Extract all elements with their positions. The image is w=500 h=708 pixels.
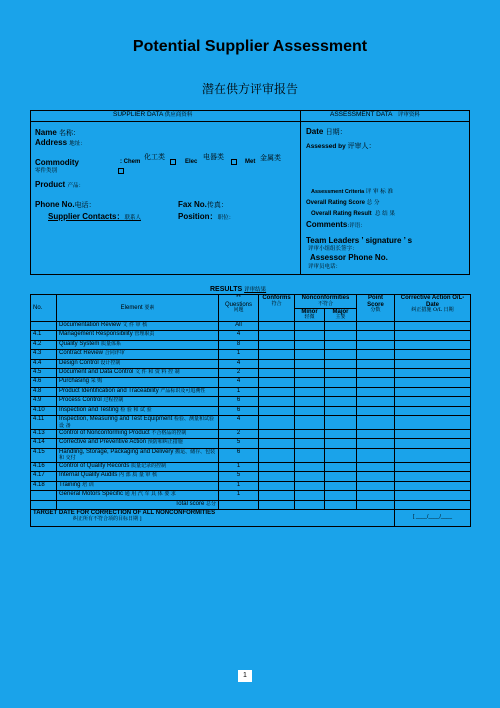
- commodity-label: Commodity: [35, 158, 79, 167]
- row-corrective-action[interactable]: [395, 481, 471, 490]
- commodity-label-cn: 零件类别: [35, 168, 58, 174]
- row-conforms[interactable]: [259, 359, 295, 368]
- row-number: 4.17: [31, 472, 57, 481]
- fax-field[interactable]: Fax No.传真：: [178, 200, 228, 209]
- col-nonconformities-header: Nonconformities 不符合: [295, 295, 357, 309]
- table-row: [31, 350, 471, 359]
- row-major[interactable]: [325, 472, 357, 481]
- position-field[interactable]: Position：职位：: [178, 212, 235, 221]
- row-minor[interactable]: [295, 491, 325, 500]
- row-minor[interactable]: [295, 397, 325, 406]
- row-number: 4.16: [31, 463, 57, 472]
- row-number: 4.13: [31, 430, 57, 439]
- overall-rating-score-field[interactable]: Overall Rating Score 总 分: [306, 200, 380, 206]
- row-major[interactable]: [325, 448, 357, 462]
- table-row: [31, 331, 471, 340]
- supplier-contacts-field[interactable]: Supplier Contacts：联系人: [48, 212, 141, 221]
- row-corrective-action[interactable]: [395, 472, 471, 481]
- table-row: [31, 378, 471, 387]
- row-conforms[interactable]: [259, 368, 295, 377]
- row-minor[interactable]: [295, 368, 325, 377]
- row-questions: 4: [219, 415, 259, 429]
- elec-option[interactable]: Elec: [185, 159, 198, 165]
- commodity-extra-checkbox[interactable]: [118, 168, 124, 174]
- row-major[interactable]: [325, 322, 357, 331]
- table-row: [31, 322, 471, 331]
- row-corrective-action[interactable]: [395, 368, 471, 377]
- row-conforms[interactable]: [259, 387, 295, 396]
- elec-checkbox[interactable]: [231, 159, 237, 165]
- row-corrective-action[interactable]: [395, 397, 471, 406]
- table-row: [31, 439, 471, 448]
- row-major[interactable]: [325, 359, 357, 368]
- table-row: [31, 387, 471, 396]
- row-conforms[interactable]: [259, 448, 295, 462]
- row-minor[interactable]: [295, 430, 325, 439]
- row-point-score[interactable]: [357, 378, 395, 387]
- page-number: 1: [238, 670, 252, 682]
- row-questions: 1: [219, 350, 259, 359]
- target-date-value[interactable]: [ ____/____/____: [395, 510, 471, 527]
- row-element: Training 培 训: [57, 481, 219, 490]
- row-point-score[interactable]: [357, 439, 395, 448]
- row-number: 4.11: [31, 415, 57, 429]
- row-point-score[interactable]: [357, 463, 395, 472]
- results-table: [30, 294, 471, 527]
- row-corrective-action[interactable]: [395, 378, 471, 387]
- row-questions: 4: [219, 331, 259, 340]
- row-number: 4.15: [31, 448, 57, 462]
- table-row: [31, 340, 471, 349]
- target-date-row: [31, 510, 471, 527]
- row-number: 4.3: [31, 350, 57, 359]
- table-row: [31, 448, 471, 462]
- column-divider: [300, 111, 301, 274]
- row-questions: 6: [219, 406, 259, 415]
- row-conforms[interactable]: [259, 378, 295, 387]
- table-row: [31, 415, 471, 429]
- row-conforms[interactable]: [259, 430, 295, 439]
- row-element: Documentation Review 文 件 审 核: [57, 322, 219, 331]
- product-field[interactable]: Product 产品：: [35, 180, 84, 189]
- row-number: 4.8: [31, 387, 57, 396]
- row-major[interactable]: [325, 463, 357, 472]
- row-number: 4.1: [31, 331, 57, 340]
- col-minor-header: Minor 轻微: [295, 308, 325, 322]
- table-body: [31, 322, 471, 501]
- row-element: Document and Data Control 文 件 和 资 料 控 制: [57, 368, 219, 377]
- row-conforms[interactable]: [259, 472, 295, 481]
- row-number: 4.10: [31, 406, 57, 415]
- row-minor[interactable]: [295, 448, 325, 462]
- row-minor[interactable]: [295, 406, 325, 415]
- row-minor[interactable]: [295, 481, 325, 490]
- row-corrective-action[interactable]: [395, 322, 471, 331]
- date-field[interactable]: Date 日期：: [306, 127, 347, 136]
- row-questions: 5: [219, 472, 259, 481]
- row-major[interactable]: [325, 331, 357, 340]
- assessment-criteria-label: Assessment Criteria 评 审 标 准: [311, 189, 393, 195]
- chem-option-cn: 化工类: [144, 153, 165, 161]
- row-number: [31, 322, 57, 331]
- table-row: [31, 430, 471, 439]
- total-score-cell[interactable]: [219, 500, 259, 509]
- comments-field[interactable]: Comments:评语：: [306, 220, 366, 229]
- row-number: 4.2: [31, 340, 57, 349]
- row-questions: 1: [219, 491, 259, 500]
- row-questions: 6: [219, 448, 259, 462]
- row-point-score[interactable]: [357, 448, 395, 462]
- row-minor[interactable]: [295, 322, 325, 331]
- row-conforms[interactable]: [259, 481, 295, 490]
- row-minor[interactable]: [295, 331, 325, 340]
- row-minor[interactable]: [295, 415, 325, 429]
- team-leaders-signature-cn: 评审小组组长签字：: [308, 246, 358, 252]
- met-option-cn: 金属类: [260, 154, 281, 162]
- document-title: Potential Supplier Assessment: [132, 38, 368, 55]
- row-element: Product Identification and Traceability 产品标识及可追溯性: [57, 387, 219, 396]
- row-element: Management Responsibility 管理职责: [57, 331, 219, 340]
- row-major[interactable]: [325, 387, 357, 396]
- row-number: 4.4: [31, 359, 57, 368]
- row-element: Handling, Storage, Packaging and Delivery 搬运、储存、包装和 交付: [57, 448, 219, 462]
- row-point-score[interactable]: [357, 430, 395, 439]
- row-conforms[interactable]: [259, 397, 295, 406]
- supplier-data-heading: SUPPLIER DATA 供应商资料: [113, 111, 193, 118]
- row-questions: 4: [219, 378, 259, 387]
- table-row: [31, 463, 471, 472]
- row-conforms[interactable]: [259, 463, 295, 472]
- row-minor[interactable]: [295, 387, 325, 396]
- row-point-score[interactable]: [357, 322, 395, 331]
- name-field[interactable]: Name 名称：: [35, 128, 81, 137]
- row-point-score[interactable]: [357, 368, 395, 377]
- row-point-score[interactable]: [357, 340, 395, 349]
- row-major[interactable]: [325, 439, 357, 448]
- row-point-score[interactable]: [357, 359, 395, 368]
- row-conforms[interactable]: [259, 350, 295, 359]
- row-corrective-action[interactable]: [395, 491, 471, 500]
- row-corrective-action[interactable]: [395, 406, 471, 415]
- chem-checkbox[interactable]: [170, 159, 176, 165]
- row-conforms[interactable]: [259, 439, 295, 448]
- row-minor[interactable]: [295, 340, 325, 349]
- row-corrective-action[interactable]: [395, 359, 471, 368]
- met-option[interactable]: Met: [245, 159, 256, 165]
- col-questions-header: ** Questions 问题: [219, 295, 259, 322]
- row-corrective-action[interactable]: [395, 415, 471, 429]
- row-minor[interactable]: [295, 439, 325, 448]
- col-corrective-action-header: Corrective Action O/L-Date 纠正措施 O/L 日期: [395, 295, 471, 322]
- row-element: Control of Quality Records 质量记录的控制: [57, 463, 219, 472]
- row-element: Control of Nonconforming Product 不合格品的控制: [57, 430, 219, 439]
- row-minor[interactable]: [295, 472, 325, 481]
- row-minor[interactable]: [295, 463, 325, 472]
- row-questions: 1: [219, 463, 259, 472]
- row-number: 4.14: [31, 439, 57, 448]
- row-point-score[interactable]: [357, 491, 395, 500]
- row-major[interactable]: [325, 491, 357, 500]
- row-major[interactable]: [325, 350, 357, 359]
- row-element: Purchasing 采 购: [57, 378, 219, 387]
- row-number: 4.5: [31, 368, 57, 377]
- phone-field[interactable]: Phone No.电话：: [35, 200, 96, 209]
- row-corrective-action[interactable]: [395, 448, 471, 462]
- col-conforms-header: Conforms 符合: [259, 295, 295, 322]
- row-conforms[interactable]: [259, 331, 295, 340]
- table-row: [31, 406, 471, 415]
- row-major[interactable]: [325, 481, 357, 490]
- row-number: [31, 491, 57, 500]
- row-questions: 5: [219, 439, 259, 448]
- row-number: 4.6: [31, 378, 57, 387]
- row-element: Contract Review 合同评审: [57, 350, 219, 359]
- row-element: Inspection and Testing 检 验 和 试 验: [57, 406, 219, 415]
- table-header-row: [31, 295, 471, 309]
- row-element: Internal Quality Audits 内 部 质 量 审 核: [57, 472, 219, 481]
- row-element: General Motors Specific 通 用 汽 车 具 体 要 求: [57, 491, 219, 500]
- row-questions: 1: [219, 387, 259, 396]
- row-major[interactable]: [325, 378, 357, 387]
- target-date-label: TARGET DATE FOR CORRECTION OF ALL NONCONFORMITIES 纠正所有不符合项的目标日期 ]: [31, 510, 395, 527]
- address-field[interactable]: Address 地址：: [35, 138, 86, 147]
- row-minor[interactable]: [295, 350, 325, 359]
- row-element: Corrective and Preventive Action 预防和纠正措施: [57, 439, 219, 448]
- row-corrective-action[interactable]: [395, 331, 471, 340]
- row-corrective-action[interactable]: [395, 463, 471, 472]
- assessed-by-field[interactable]: Assessed by 评审人：: [306, 142, 376, 150]
- row-conforms[interactable]: [259, 491, 295, 500]
- row-questions: All: [219, 322, 259, 331]
- row-major[interactable]: [325, 430, 357, 439]
- row-element: Inspection, Measuring and Test Equipment 检验、测量和试验设 备: [57, 415, 219, 429]
- header-divider: [31, 121, 469, 122]
- table-row: [31, 491, 471, 500]
- document-subtitle: 潜在供方评审报告: [201, 82, 298, 96]
- row-questions: 6: [219, 397, 259, 406]
- row-corrective-action[interactable]: [395, 350, 471, 359]
- row-point-score[interactable]: [357, 331, 395, 340]
- row-minor[interactable]: [295, 378, 325, 387]
- row-major[interactable]: [325, 406, 357, 415]
- row-corrective-action[interactable]: [395, 340, 471, 349]
- row-conforms[interactable]: [259, 406, 295, 415]
- row-point-score[interactable]: [357, 406, 395, 415]
- col-element-header: Element 要素: [57, 295, 219, 322]
- row-minor[interactable]: [295, 359, 325, 368]
- elec-option-cn: 电器类: [203, 153, 224, 161]
- col-major-header: Major 主要: [325, 308, 357, 322]
- row-point-score[interactable]: [357, 350, 395, 359]
- col-no-header: No.: [31, 295, 57, 322]
- row-corrective-action[interactable]: [395, 387, 471, 396]
- team-leaders-signature-field[interactable]: Team Leaders ’ signature ’ s: [306, 236, 413, 245]
- col-point-score-header: Point Score 分数: [357, 295, 395, 322]
- total-score-row: [31, 500, 471, 509]
- row-conforms[interactable]: [259, 415, 295, 429]
- row-element: Design Control 设计控制: [57, 359, 219, 368]
- total-score-label: Total score 总分: [57, 500, 219, 509]
- row-questions: 1: [219, 481, 259, 490]
- row-number: 4.18: [31, 481, 57, 490]
- overall-rating-result-field[interactable]: Overall Rating Result 总 结 果: [311, 211, 396, 217]
- row-major[interactable]: [325, 397, 357, 406]
- row-major[interactable]: [325, 368, 357, 377]
- row-questions: 2: [219, 368, 259, 377]
- results-heading: RESULTS 评审结果: [210, 286, 267, 293]
- row-questions: 2: [219, 430, 259, 439]
- row-point-score[interactable]: [357, 481, 395, 490]
- row-conforms[interactable]: [259, 340, 295, 349]
- row-element: Process Control 过程控制: [57, 397, 219, 406]
- assessor-phone-cn: 评审员电话：: [308, 264, 342, 270]
- supplier-assessment-box: [30, 110, 470, 275]
- row-number: 4.9: [31, 397, 57, 406]
- row-major[interactable]: [325, 340, 357, 349]
- table-row: [31, 472, 471, 481]
- assessor-phone-field[interactable]: Assessor Phone No.: [310, 253, 388, 262]
- assessment-data-heading: ASSESSMENT DATA 评审资料: [330, 111, 420, 118]
- table-row: [31, 359, 471, 368]
- row-point-score[interactable]: [357, 387, 395, 396]
- row-point-score[interactable]: [357, 397, 395, 406]
- table-row: [31, 397, 471, 406]
- row-corrective-action[interactable]: [395, 439, 471, 448]
- row-major[interactable]: [325, 415, 357, 429]
- chem-option[interactable]: : Chem: [120, 159, 141, 165]
- row-point-score[interactable]: [357, 415, 395, 429]
- row-questions: 8: [219, 340, 259, 349]
- row-element: Quality System 质量体系: [57, 340, 219, 349]
- table-row: [31, 368, 471, 377]
- row-questions: 4: [219, 359, 259, 368]
- table-row: [31, 481, 471, 490]
- row-corrective-action[interactable]: [395, 430, 471, 439]
- row-point-score[interactable]: [357, 472, 395, 481]
- row-conforms[interactable]: [259, 322, 295, 331]
